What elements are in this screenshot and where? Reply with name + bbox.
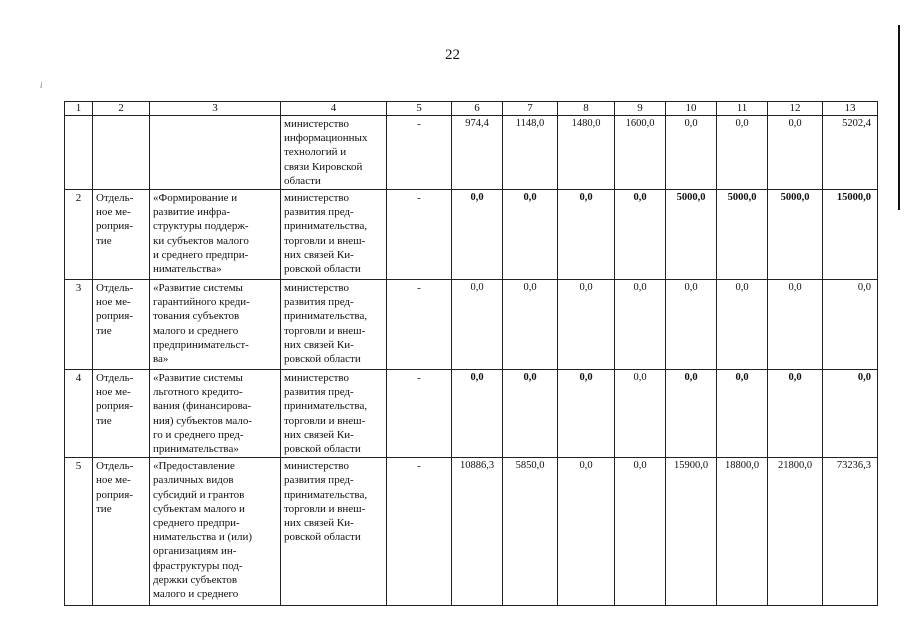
value-cell: 10886,3 (452, 458, 503, 606)
column-header: 4 (281, 102, 387, 116)
executor-text: министерство развития пред- принимательства, торговли и внеш- них связей Ки- ровской области (284, 460, 368, 544)
value-cell: 73236,3 (823, 458, 878, 606)
value-cell: 0,0 (666, 280, 717, 370)
value-cell: 5000,0 (768, 190, 823, 280)
column-header: 10 (666, 102, 717, 116)
value-cell: 0,0 (558, 370, 615, 458)
value-cell: 0,0 (558, 458, 615, 606)
name-text: «Предоставление различных видов субсидий и грантов субъектам малого и среднего предпри- нимательства и (или) организациям ин- фраструктуры под- держки субъектов малого и среднего (153, 460, 253, 601)
row-source-cell: - (387, 116, 452, 190)
row-type-cell (93, 116, 150, 190)
value-cell: 15000,0 (823, 190, 878, 280)
column-header: 12 (768, 102, 823, 116)
row-source-cell: - (387, 458, 452, 606)
table-row (65, 458, 878, 606)
column-header: 1 (65, 102, 93, 116)
value-cell: 0,0 (768, 116, 823, 190)
value-cell: 0,0 (503, 280, 558, 370)
row-type-cell (93, 458, 150, 606)
page-number: 22 (445, 47, 460, 63)
column-header: 8 (558, 102, 615, 116)
column-header: 2 (93, 102, 150, 116)
row-number-cell: 5 (65, 458, 93, 606)
row-type-cell (93, 280, 150, 370)
row-executor-cell (281, 190, 387, 280)
type-text: Отдель- ное ме- роприя- тие (96, 192, 134, 247)
value-cell: 1600,0 (615, 116, 666, 190)
value-cell: 0,0 (615, 370, 666, 458)
row-name-cell (150, 280, 281, 370)
value-cell: 5000,0 (666, 190, 717, 280)
value-cell: 0,0 (717, 280, 768, 370)
row-executor-cell (281, 458, 387, 606)
column-header: 5 (387, 102, 452, 116)
column-header: 9 (615, 102, 666, 116)
value-cell: 0,0 (717, 370, 768, 458)
value-cell: 21800,0 (768, 458, 823, 606)
executor-text: министерство информационных технологий и связи Кировской области (284, 118, 368, 187)
budget-table (64, 101, 878, 606)
row-type-cell (93, 370, 150, 458)
value-cell: 0,0 (452, 190, 503, 280)
table-row (65, 370, 878, 458)
value-cell: 5850,0 (503, 458, 558, 606)
column-header: 11 (717, 102, 768, 116)
column-header: 3 (150, 102, 281, 116)
row-source-cell: - (387, 190, 452, 280)
executor-text: министерство развития пред- принимательства, торговли и внеш- них связей Ки- ровской области (284, 192, 368, 276)
value-cell: 0,0 (615, 280, 666, 370)
row-executor-cell (281, 370, 387, 458)
value-cell: 0,0 (452, 370, 503, 458)
margin-mark: i (40, 80, 43, 90)
column-header: 13 (823, 102, 878, 116)
value-cell: 0,0 (823, 280, 878, 370)
value-cell: 0,0 (452, 280, 503, 370)
row-name-cell (150, 458, 281, 606)
row-source-cell: - (387, 280, 452, 370)
row-executor-cell (281, 116, 387, 190)
scan-edge-line (898, 25, 900, 210)
row-executor-cell (281, 280, 387, 370)
value-cell: 0,0 (615, 458, 666, 606)
value-cell: 1148,0 (503, 116, 558, 190)
value-cell: 0,0 (717, 116, 768, 190)
value-cell: 0,0 (768, 280, 823, 370)
name-text: «Развитие системы льготного кредито- вания (финансирова- ния) субъектов мало- го и среднего пред- принимательства» (153, 372, 253, 456)
row-number-cell: 3 (65, 280, 93, 370)
type-text: Отдель- ное ме- роприя- тие (96, 282, 134, 337)
row-number-cell: 2 (65, 190, 93, 280)
value-cell: 0,0 (558, 280, 615, 370)
value-cell: 18800,0 (717, 458, 768, 606)
value-cell: 0,0 (666, 370, 717, 458)
value-cell: 5000,0 (717, 190, 768, 280)
row-name-cell (150, 370, 281, 458)
value-cell: 0,0 (823, 370, 878, 458)
table-row (65, 190, 878, 280)
name-text: «Развитие системы гарантийного креди- тования субъектов малого и среднего предпринимательст- ва» (153, 282, 250, 366)
value-cell: 0,0 (503, 370, 558, 458)
value-cell: 974,4 (452, 116, 503, 190)
value-cell: 0,0 (615, 190, 666, 280)
row-number-cell (65, 116, 93, 190)
value-cell: 5202,4 (823, 116, 878, 190)
table-row (65, 280, 878, 370)
type-text: Отдель- ное ме- роприя- тие (96, 372, 134, 427)
table-row (65, 116, 878, 190)
row-name-cell (150, 190, 281, 280)
row-type-cell (93, 190, 150, 280)
value-cell: 0,0 (768, 370, 823, 458)
column-header: 7 (503, 102, 558, 116)
value-cell: 15900,0 (666, 458, 717, 606)
value-cell: 0,0 (666, 116, 717, 190)
row-name-cell (150, 116, 281, 190)
executor-text: министерство развития пред- принимательства, торговли и внеш- них связей Ки- ровской области (284, 372, 368, 456)
column-header: 6 (452, 102, 503, 116)
row-source-cell: - (387, 370, 452, 458)
type-text: Отдель- ное ме- роприя- тие (96, 460, 134, 515)
value-cell: 0,0 (503, 190, 558, 280)
value-cell: 0,0 (558, 190, 615, 280)
table-header-row (65, 102, 878, 116)
value-cell: 1480,0 (558, 116, 615, 190)
name-text: «Формирование и развитие инфра- структуры поддерж- ки субъектов малого и среднего предпри- нимательства» (153, 192, 249, 276)
executor-text: министерство развития пред- принимательства, торговли и внеш- них связей Ки- ровской области (284, 282, 368, 366)
row-number-cell: 4 (65, 370, 93, 458)
